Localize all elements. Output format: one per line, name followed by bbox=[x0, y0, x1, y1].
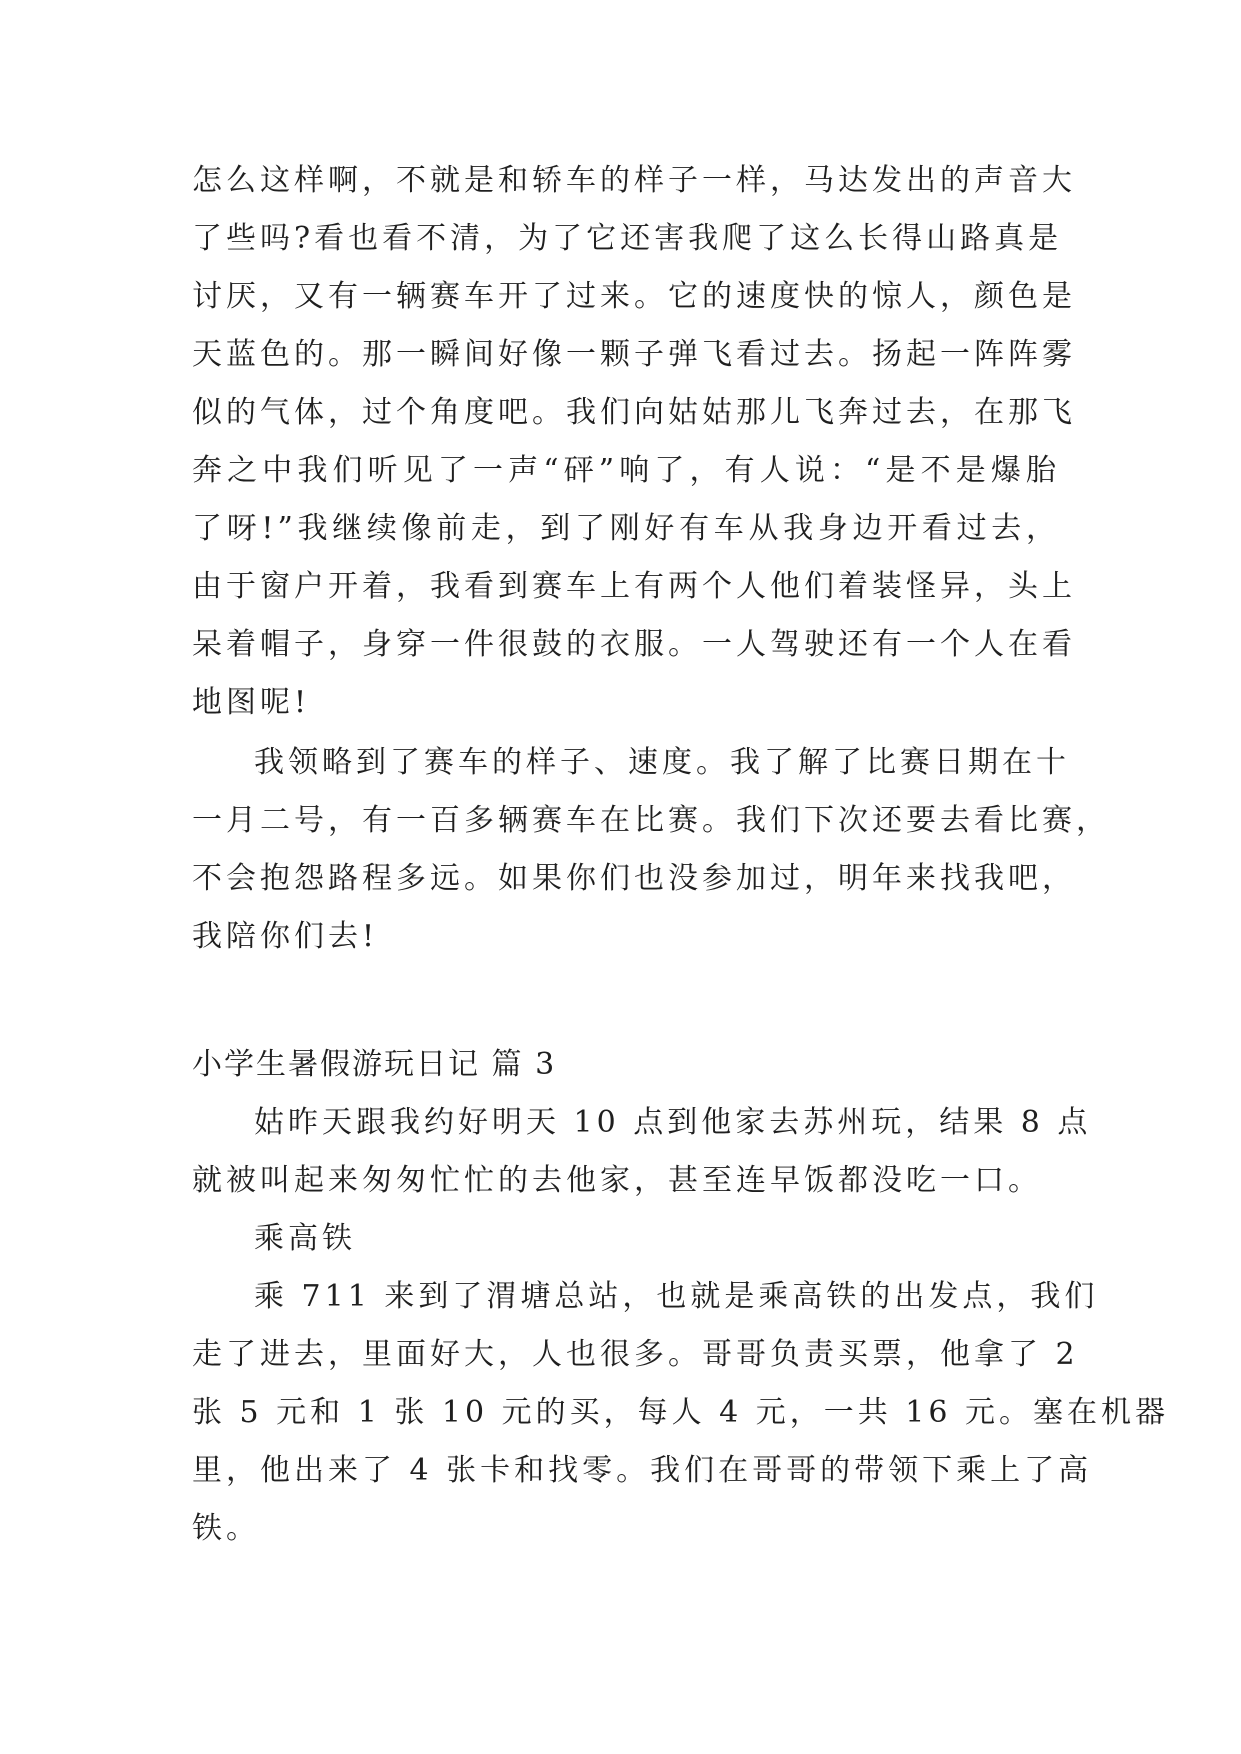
text-line: 天蓝色的。那一瞬间好像一颗子弹飞看过去。扬起一阵阵雾 bbox=[192, 337, 1076, 372]
text-line: 地图呢! bbox=[192, 685, 311, 720]
text-line: 就被叫起来匆匆忙忙的去他家，甚至连早饭都没吃一口。 bbox=[192, 1163, 1042, 1198]
subheading-text: 乘高铁 bbox=[254, 1221, 356, 1256]
text-line: 我领略到了赛车的样子、速度。我了解了比赛日期在十 bbox=[254, 745, 1070, 780]
text-line: 铁。 bbox=[192, 1511, 260, 1546]
section-title: 小学生暑假游玩日记 篇 3 bbox=[192, 1047, 557, 1082]
text-line: 一月二号，有一百多辆赛车在比赛。我们下次还要去看比赛， bbox=[192, 803, 1110, 838]
story-conclusion-paragraph bbox=[192, 734, 1110, 966]
text-line: 了呀!”我继续像前走，到了刚好有车从我身边开看过去， bbox=[192, 511, 1060, 546]
text-line: 怎么这样啊，不就是和轿车的样子一样，马达发出的声音大 bbox=[192, 163, 1076, 198]
text-line: 由于窗户开着，我看到赛车上有两个人他们着装怪异，头上 bbox=[192, 569, 1076, 604]
intro-paragraph bbox=[192, 1094, 1092, 1210]
text-line: 里，他出来了 4 张卡和找零。我们在哥哥的带领下乘上了高 bbox=[192, 1453, 1093, 1488]
text-line: 讨厌，又有一辆赛车开了过来。它的速度快的惊人，颜色是 bbox=[192, 279, 1076, 314]
story-continuation-paragraph bbox=[192, 152, 1076, 732]
text-line: 走了进去，里面好大，人也很多。哥哥负责买票，他拿了 2 bbox=[192, 1337, 1079, 1372]
text-line: 似的气体，过个角度吧。我们向姑姑那儿飞奔过去，在那飞 bbox=[192, 395, 1076, 430]
text-line: 不会抱怨路程多远。如果你们也没参加过，明年来找我吧， bbox=[192, 861, 1076, 896]
text-line: 张 5 元和 1 张 10 元的买，每人 4 元，一共 16 元。塞在机器 bbox=[192, 1395, 1169, 1430]
text-line: 我陪你们去! bbox=[192, 919, 379, 954]
text-line: 乘 711 来到了渭塘总站，也就是乘高铁的出发点，我们 bbox=[254, 1279, 1099, 1314]
train-paragraph bbox=[192, 1268, 1169, 1558]
text-line: 呆着帽子，身穿一件很鼓的衣服。一人驾驶还有一个人在看 bbox=[192, 627, 1076, 662]
subheading bbox=[192, 1210, 1060, 1268]
text-line: 了些吗?看也看不清，为了它还害我爬了这么长得山路真是 bbox=[192, 221, 1063, 256]
text-line: 奔之中我们听见了一声“砰”响了，有人说：“是不是爆胎 bbox=[192, 453, 1060, 488]
text-line: 姑昨天跟我约好明天 10 点到他家去苏州玩，结果 8 点 bbox=[254, 1105, 1092, 1140]
